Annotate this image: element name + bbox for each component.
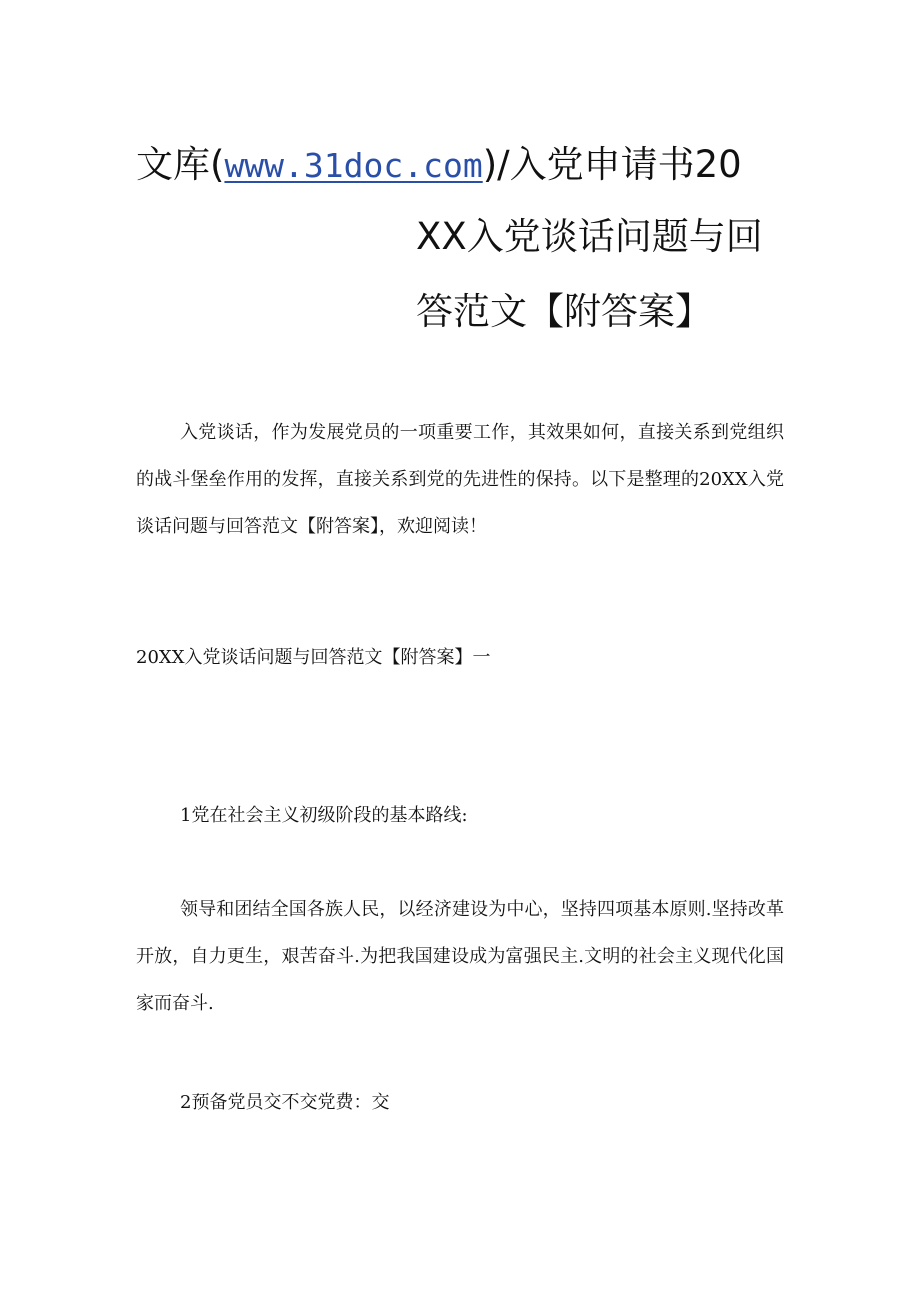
document-title-line-1 [136, 143, 742, 188]
answer-1: 领导和团结全国各族人民，以经济建设为中心，坚持四项基本原则.坚持改革开放，自力更生，艰苦奋斗.为把我国建设成为富强民主.文明的社会主义现代化国家而奋斗. [136, 899, 784, 1014]
intro-paragraph: 入党谈话，作为发展党员的一项重要工作，其效果如何，直接关系到党组织的战斗堡垒作用的发挥，直接关系到党的先进性的保持。以下是整理的20XX入党谈话问题与回答范文【附答案】，欢迎阅读！ [136, 422, 784, 537]
section-heading: 20XX入党谈话问题与回答范文【附答案】一 [136, 647, 491, 668]
question-2: 2预备党员交不交党费：交 [180, 1092, 390, 1113]
title-prefix: 文库( [136, 143, 225, 186]
title-suffix: )/入党申请书20 [482, 143, 742, 186]
document-title-line-2: XX入党谈话问题与回 [416, 215, 763, 258]
source-link[interactable]: www.31doc.com [224, 146, 483, 185]
document-title-line-3: 答范文【附答案】 [416, 290, 712, 333]
question-1: 1党在社会主义初级阶段的基本路线: [180, 805, 468, 826]
